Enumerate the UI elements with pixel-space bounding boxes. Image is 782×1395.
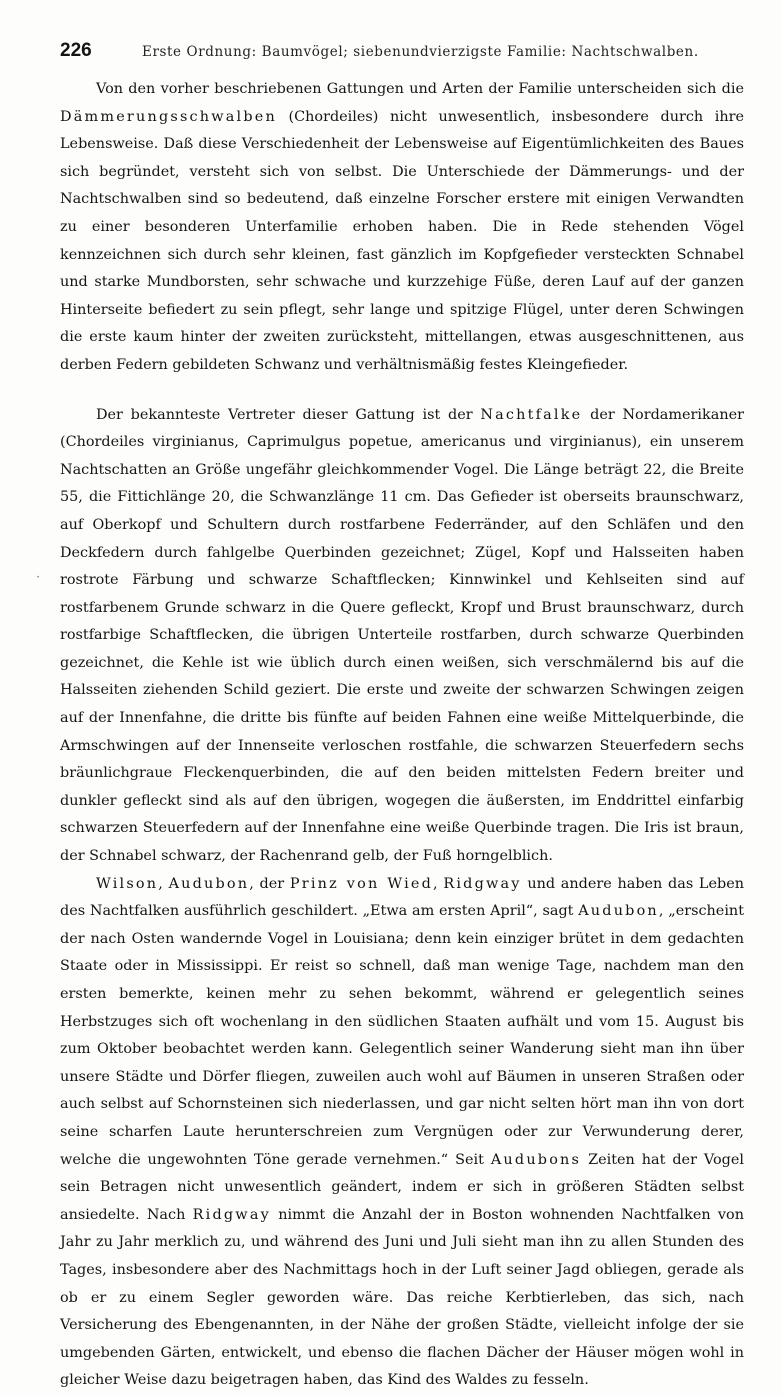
spaced-name: Wilson <box>96 875 159 892</box>
text-run: , <box>433 875 444 892</box>
text-run: nimmt die Anzahl der in Boston wohnenden Nachtfalken von Jahr zu Jahr merklich zu, und während des Juni und Juli sieht man ihn zu allen Stunden des Tages, insbesondere aber des Nachmittags hoch in der Luft seiner Jagd obliegen, gerade als ob er zu einem Segler geworden wäre. Das reiche Kerbtierleben, das sich, nach Versicherung des Ebengenannten, in der Nähe der großen Städte, vielleicht infolge der sie umgebenden Gärten, entwickelt, und ebenso die flachen Dächer der Häuser mögen wohl in gleicher Weise dazu beigetragen haben, das Kind des Waldes zu fesseln. <box>60 1206 744 1389</box>
spaced-name: Audubons <box>490 1151 582 1168</box>
paragraph <box>60 871 744 1395</box>
text-run: , <box>158 875 169 892</box>
spaced-name: Prinz von Wied <box>289 875 434 892</box>
page-number: 226 <box>60 40 92 61</box>
spaced-name: Dämmerungsschwalben <box>60 108 277 125</box>
body-text <box>60 76 744 1395</box>
spaced-name: Audubon <box>168 875 250 892</box>
spaced-name: Audubon <box>578 903 659 920</box>
text-run: (Chordeiles) nicht unwesentlich, insbesondere durch ihre Lebensweise. Daß diese Verschiedenheit der Lebensweise auf Eigentümlichkeiten des Baues sich begründet, versteht sich von selbst. Die Unterschiede der Dämmerungs- und der Nachtschwalben sind so bedeutend, daß einzelne Forscher erstere mit einigen Verwandten zu einer besonderen Unterfamilie erhoben haben. Die in Rede stehenden Vögel kennzeichnen sich durch sehr kleinen, fast gänzlich im Kopfgefieder versteckten Schnabel und starke Mundborsten, sehr schwache und kurzzehige Füße, deren Lauf auf der ganzen Hinterseite befiedert zu sein pflegt, sehr lange und spitzige Flügel, unter deren Schwingen die erste kaum hinter der zweiten zurücksteht, mittellangen, etwas ausgeschnittenen, aus derben Federn gebildeten Schwanz und verhältnismäßig festes Kleingefieder. <box>60 108 744 373</box>
spaced-name: Ridgway <box>192 1206 271 1223</box>
text-run: Der bekannteste Vertreter dieser Gattung ist der <box>96 406 481 423</box>
text-run: , „erscheint der nach Osten wandernde Vogel in Louisiana; denn kein einziger brütet in dem gedachten Staate oder in Mississippi. Er reist so schnell, daß man wenige Tage, nachdem man den ersten bemerkte, keinen mehr zu sehen bekommt, während er gelegentlich seines Herbstzuges sich oft wochenlang in den südlichen Staaten aufhält und vom 15. August bis zum Oktober beobachtet werden kann. Gelegentlich seiner Wanderung sieht man ihn über unsere Städte und Dörfer fliegen, zuweilen auch wohl auf Bäumen in unseren Straßen oder auch selbst auf Schornsteinen sich niederlassen, und gar nicht selten hört man ihn von dort seine scharfen Laute herunterschreien zum Vergnügen oder zur Verwunderung derer, welche die ungewohnten Töne gerade vernehmen.“ Seit <box>60 903 744 1168</box>
text-run: der Nordamerikaner (Chordeiles virginianus, Caprimulgus popetue, americanus und virginianus), ein unserem Nachtschatten an Größe ungefähr gleichkommender Vogel. Die Länge beträgt 22, die Breite 55, die Fittichlänge 20, die Schwanzlänge 11 cm. Das Gefieder ist oberseits braunschwarz, auf Oberkopf und Schultern durch rostfarbene Federränder, auf den Schläfen und den Deckfedern durch fahlgelbe Querbinden gezeichnet; Zügel, Kopf und Halsseiten haben rostrote Färbung und schwarze Schaftflecken; Kinnwinkel und Kehlseiten sind auf rostfarbenem Grunde schwarz in die Quere gefleckt, Kropf und Brust braunschwarz, durch rostfarbige Schaftflecken, die übrigen Unterteile rostfarben, durch schwarze Querbinden gezeichnet, die Kehle ist wie üblich durch einen weißen, sich verschmälernd bis auf die Halsseiten ziehenden Schild geziert. Die erste und zweite der schwarzen Schwingen zeigen auf der Innenfahne, die dritte bis fünfte auf beiden Fahnen eine weiße Mittelquerbinde, die Armschwingen auf der Innenseite verloschen rostfahle, die schwarzen Steuerfedern sechs bräunlichgraue Fleckenquerbinden, die auf den beiden mittelsten Federn breiter und dunkler gefleckt sind als auf den übrigen, wogegen die äußersten, im Enddrittel einfarbig schwarzen Steuerfedern auf der Innenfahne eine weiße Querbinde tragen. Die Iris ist braun, der Schnabel schwarz, der Rachenrand gelb, der Fuß horngelblich. <box>60 406 744 865</box>
text-run: Von den vorher beschriebenen Gattungen und Arten der Familie unterscheiden sich die <box>96 81 744 97</box>
paragraph <box>60 76 744 380</box>
text-run: und andere haben das Leben des Nachtfalken ausführlich geschildert. „Etwa am ersten April“, sagt <box>60 875 744 920</box>
spaced-name: Ridgway <box>443 875 522 892</box>
margin-mark: · <box>36 570 41 585</box>
text-run: , der <box>249 875 290 892</box>
text-run: Zeiten hat der Vogel sein Betragen nicht unwesentlich geändert, indem er sich in größeren Städten selbst ansiedelte. Nach <box>60 1151 744 1223</box>
spaced-name: Nachtfalke <box>480 406 583 423</box>
page-header <box>60 40 744 70</box>
running-head: Erste Ordnung: Baumvögel; siebenundvierzigste Familie: Nachtschwalben. <box>142 44 699 60</box>
paragraph <box>60 402 744 871</box>
